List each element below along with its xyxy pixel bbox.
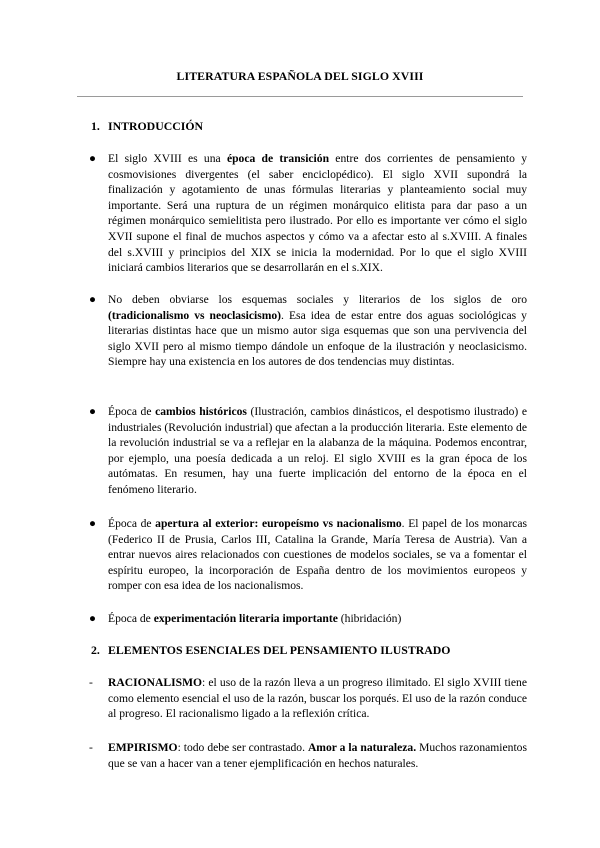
bullet-text: El siglo XVIII es una época de transición entre dos corrientes de pensamiento y cosmovisiones divergentes (el saber enciclopédico). El siglo XVII supondrá la finalización y agotamiento de unas fórmulas literarias y planteamiento social muy importante. Será una ruptura de un régimen monárquico elitista para dar paso a un régimen monárquico semielitista pero ilustrado. Por ello es importante ver cómo el siglo XVII supone el final de muchos aspectos y cómo va a afectar esto al s.XVIII. A finales del s.XVIII y principios del XIX se inicia la modernidad. Por lo que el siglo XVIII iniciará cambios literarios que se desarrollarán en el s.XIX. — [108, 152, 527, 275]
dash-text: EMPIRISMO: todo debe ser contrastado. Amor a la naturaleza. Muchos razonamientos que se van a hacer van a tener ejemplificación en hechos naturales. — [108, 741, 527, 770]
bullet-item-esquemas — [89, 292, 527, 370]
dash-item-empirismo — [89, 740, 527, 771]
section-heading-introduccion — [91, 119, 203, 135]
bullet-icon: ● — [89, 152, 97, 165]
bullet-item-cambios-historicos — [89, 404, 527, 498]
section-title: ELEMENTOS ESENCIALES DEL PENSAMIENTO ILUSTRADO — [108, 643, 451, 657]
bold-term: cambios históricos — [155, 405, 247, 418]
bullet-item-transicion — [89, 151, 527, 276]
bullet-text: Época de experimentación literaria importante (hibridación) — [108, 612, 402, 625]
bullet-icon: ● — [89, 293, 97, 306]
bullet-item-experimentacion — [89, 611, 527, 627]
bold-term: apertura al exterior: europeísmo vs nacionalismo — [155, 517, 402, 530]
bullet-icon: ● — [89, 612, 97, 625]
dash-icon: - — [89, 676, 93, 689]
dash-item-racionalismo — [89, 675, 527, 722]
section-number: 1. — [91, 119, 100, 133]
bullet-text: No deben obviarse los esquemas sociales y literarios de los siglos de oro (tradicionalismo vs neoclasicismo). Esa idea de estar entre dos aguas sociológicas y literarias distintas hace que un mismo autor siga esquemas que son una pervivencia del siglo XVII pero al mismo tiempo dándole un enfoque de la ilustración y neoclasicismo. Siempre hay una existencia en los autores de dos tendencias muy distintas. — [108, 293, 527, 369]
bullet-text: Época de cambios históricos (Ilustración, cambios dinásticos, el despotismo ilustrado) e industriales (Revolución industrial) que afectan a la producción literaria. Este elemento de la revolución industrial se va a reflejar en la alabanza de la máquina. Podemos encontrar, por ejemplo, una poesía dedicada a un reloj. El siglo XVIII es la gran época de los autómatas. En resumen, hay una fuerte implicación del entorno de la época en el fenómeno literario. — [108, 405, 527, 496]
page-title: LITERATURA ESPAÑOLA DEL SIGLO XVIII — [176, 69, 424, 83]
bold-term: Amor a la naturaleza. — [307, 741, 417, 754]
bold-term: RACIONALISMO — [108, 676, 203, 689]
bullet-text: Época de apertura al exterior: europeísmo vs nacionalismo. El papel de los monarcas (Federico II de Prusia, Carlos III, Catalina la Grande, María Teresa de Austria). Van a entrar nuevos aires relacionados con cuestiones de modelos sociales, se va a fomentar el espíritu europeo, la incorporación de España dentro de los movimientos europeos y romper con esa idea de los nacionalismos. — [108, 517, 527, 593]
bold-term: época de transición — [226, 152, 330, 165]
section-title: INTRODUCCIÓN — [108, 119, 204, 133]
bold-term: experimentación literaria importante — [153, 612, 338, 625]
bullet-icon: ● — [89, 405, 97, 418]
bullet-icon: ● — [89, 517, 97, 530]
section-heading-elementos — [91, 643, 450, 659]
bullet-item-apertura — [89, 516, 527, 594]
dash-text: RACIONALISMO: el uso de la razón lleva a un progreso ilimitado. El siglo XVIII tiene como elemento esencial el uso de la razón, buscar los porqués. El uso de la razón conduce al progreso. El racionalismo ligado a la reflexión crítica. — [108, 676, 527, 721]
bold-term: (tradicionalismo vs neoclasicismo) — [108, 308, 282, 322]
bold-term: EMPIRISMO — [108, 741, 178, 754]
section-number: 2. — [91, 643, 100, 657]
dash-icon: - — [89, 741, 93, 754]
title-divider — [77, 96, 523, 97]
